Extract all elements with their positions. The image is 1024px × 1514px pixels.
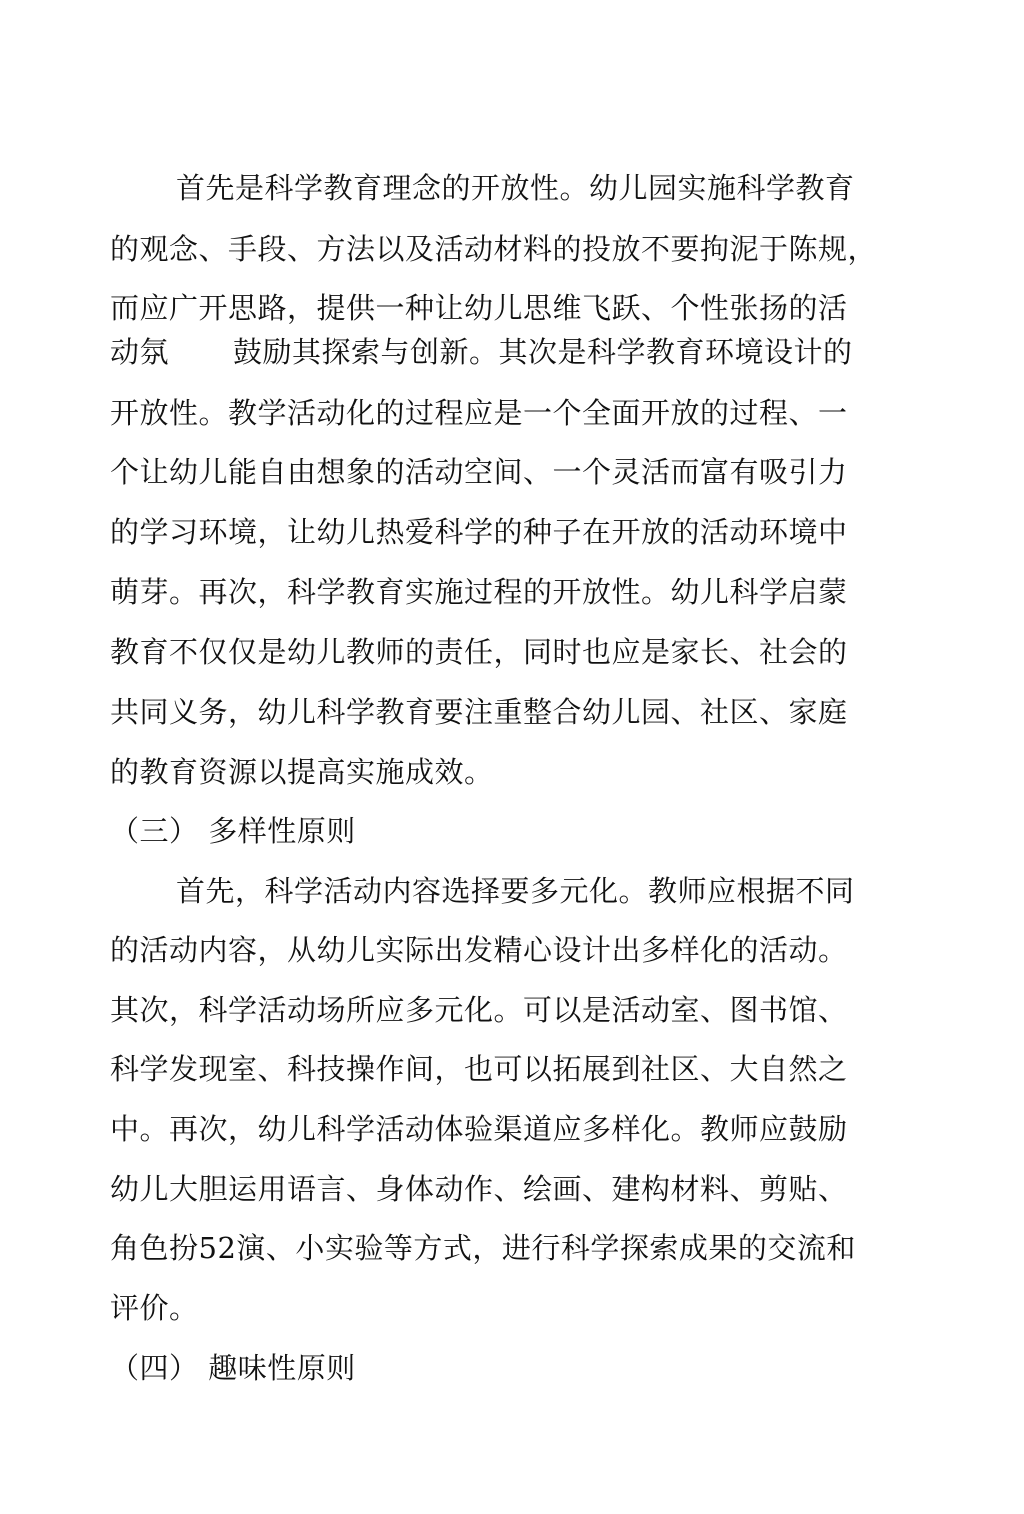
paragraph-line: 开放性。教学活动化的过程应是一个全面开放的过程、一 bbox=[110, 396, 848, 430]
paragraph-line-split bbox=[110, 334, 853, 370]
paragraph-line: 中。再次，幼儿科学活动体验渠道应多样化。教师应鼓励 bbox=[110, 1112, 848, 1146]
paragraph-line: 共同义务，幼儿科学教育要注重整合幼儿园、社区、家庭 bbox=[110, 695, 848, 729]
paragraph-line: 的观念、手段、方法以及活动材料的投放不要拘泥于陈规， bbox=[110, 232, 878, 266]
paragraph-line: 教育不仅仅是幼儿教师的责任，同时也应是家长、社会的 bbox=[110, 635, 848, 669]
paragraph-line: 评价。 bbox=[110, 1291, 199, 1325]
paragraph-line: 其次，科学活动场所应多元化。可以是活动室、图书馆、 bbox=[110, 993, 848, 1027]
section-heading-4: （四） 趣味性原则 bbox=[110, 1351, 356, 1385]
section-heading-3: （三） 多样性原则 bbox=[110, 814, 356, 848]
paragraph-line: 角色扮52演、小实验等方式，进行科学探索成果的交流和 bbox=[110, 1231, 856, 1265]
paragraph-line: 的教育资源以提高实施成效。 bbox=[110, 755, 494, 789]
paragraph-line: 科学发现室、科技操作间，也可以拓展到社区、大自然之 bbox=[110, 1052, 848, 1086]
paragraph-line: 幼儿大胆运用语言、身体动作、绘画、建构材料、剪贴、 bbox=[110, 1172, 848, 1206]
paragraph-line: 首先，科学活动内容选择要多元化。教师应根据不同 bbox=[176, 874, 855, 908]
paragraph-fragment: 鼓励其探索与创新。其次是科学教育环境设计的 bbox=[233, 335, 853, 369]
paragraph-fragment: 动氛 bbox=[110, 335, 170, 369]
paragraph-line: 首先是科学教育理念的开放性。幼儿园实施科学教育 bbox=[176, 171, 855, 205]
paragraph-line: 而应广开思路，提供一种让幼儿思维飞跃、个性张扬的活 bbox=[110, 291, 848, 325]
paragraph-line: 的学习环境，让幼儿热爱科学的种子在开放的活动环境中 bbox=[110, 515, 848, 549]
paragraph-line: 萌芽。再次，科学教育实施过程的开放性。幼儿科学启蒙 bbox=[110, 575, 848, 609]
paragraph-line: 的活动内容，从幼儿实际出发精心设计出多样化的活动。 bbox=[110, 933, 848, 967]
paragraph-line: 个让幼儿能自由想象的活动空间、一个灵活而富有吸引力 bbox=[110, 455, 848, 489]
